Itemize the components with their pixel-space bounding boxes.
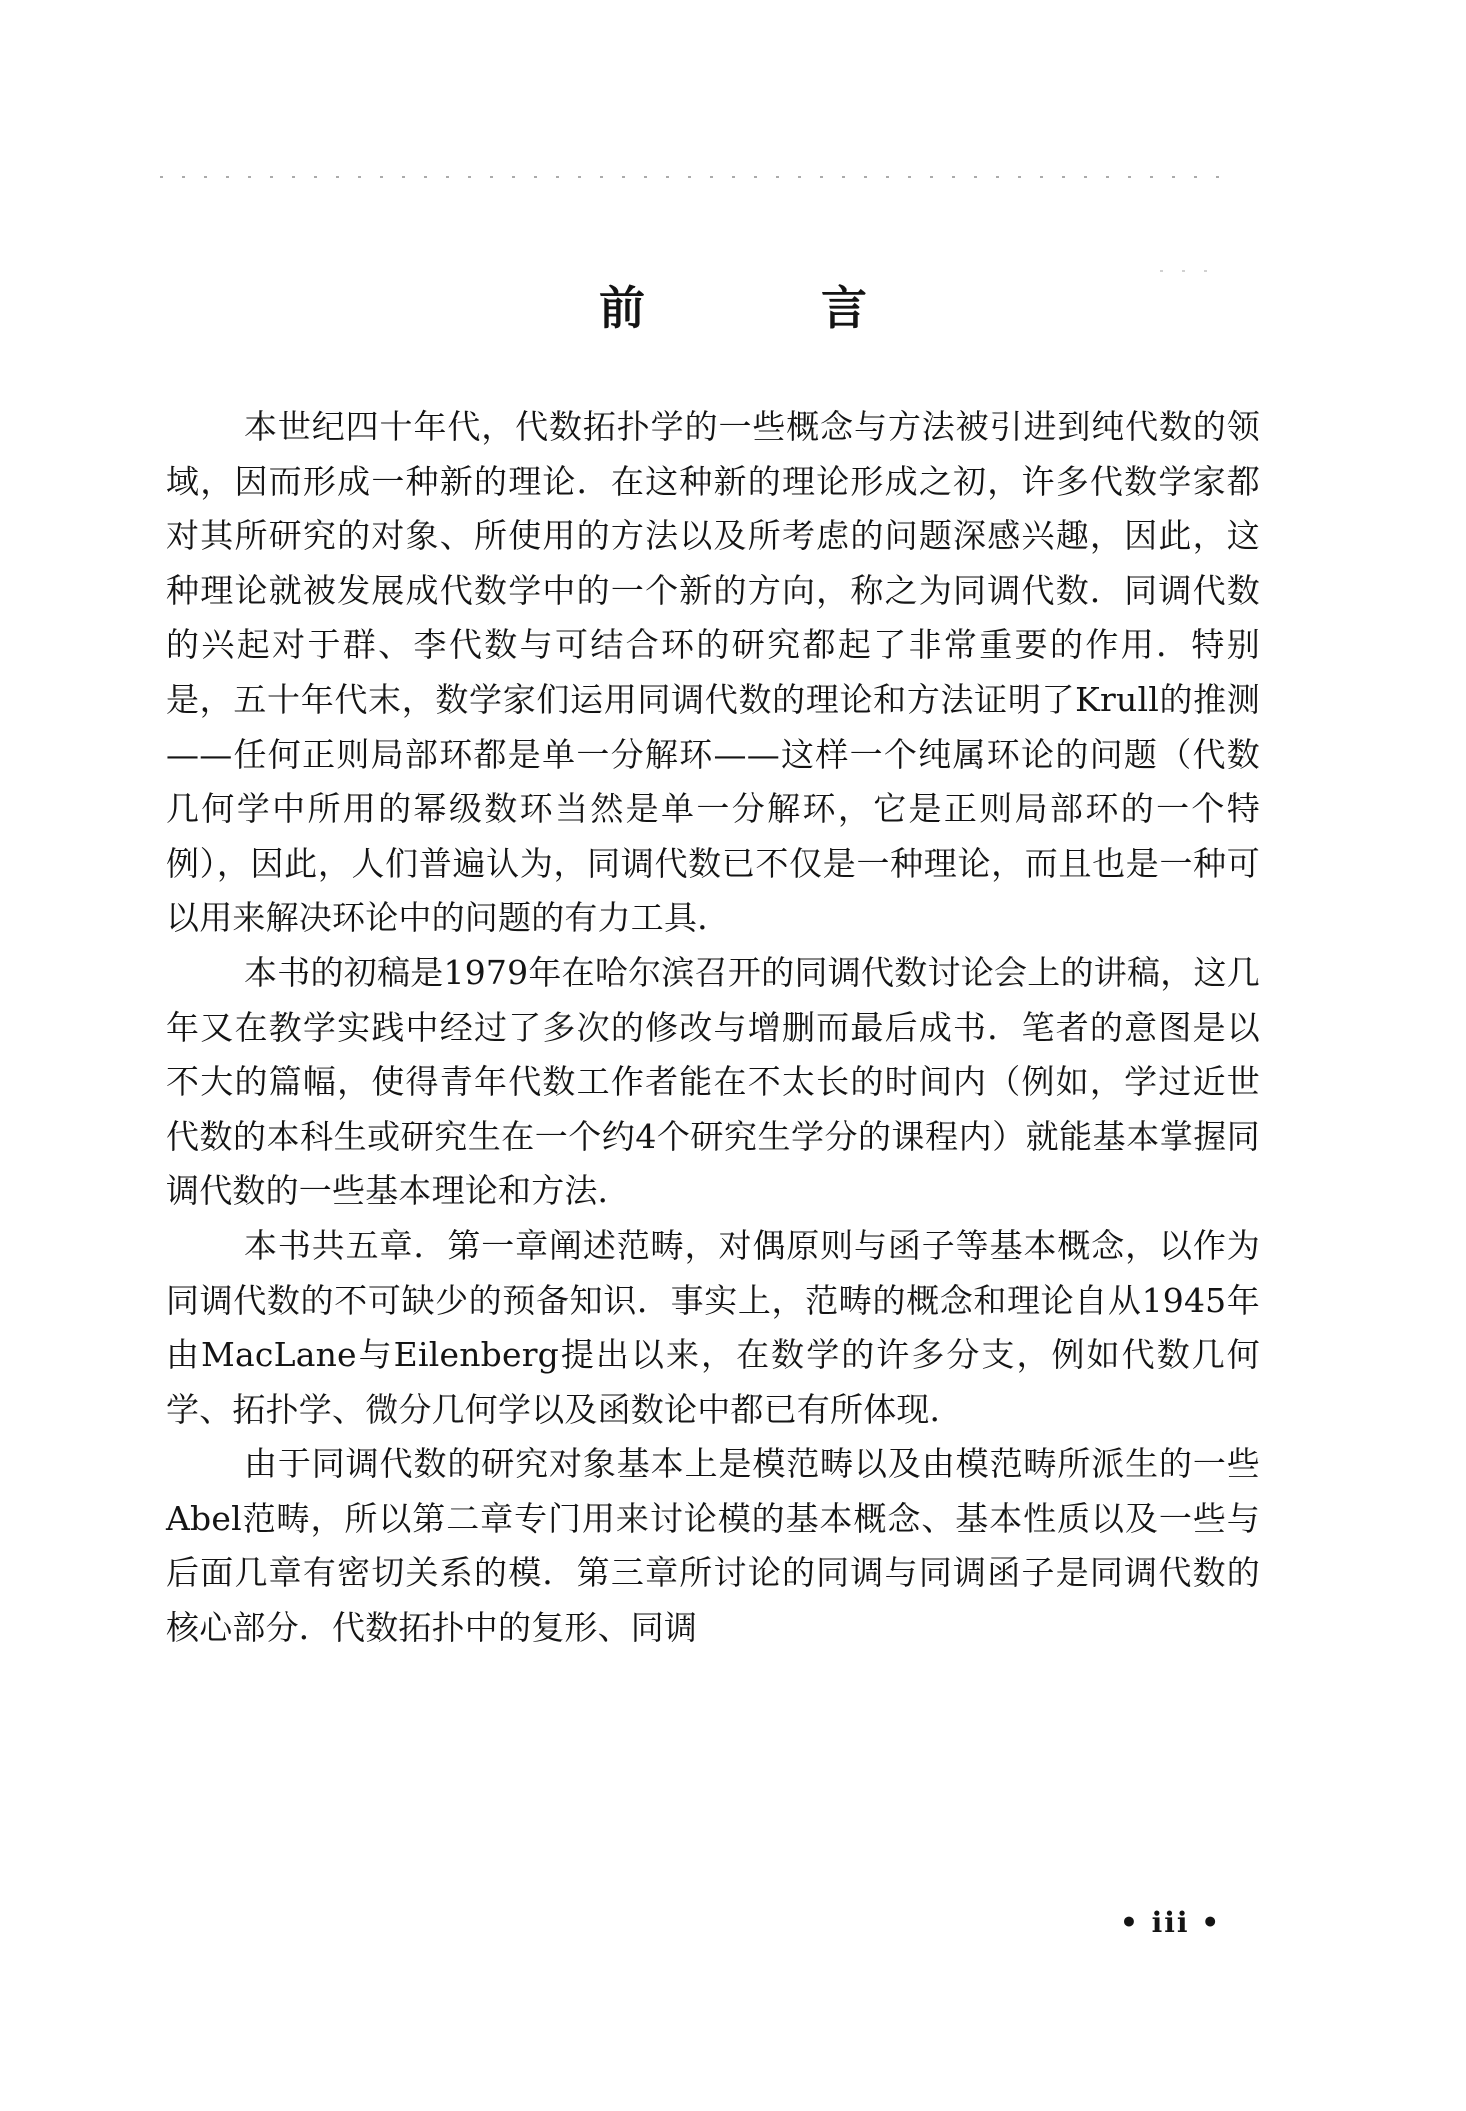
side-speckle-mark [1160, 270, 1220, 272]
page-title: 前 言 [598, 281, 947, 335]
paragraph-2: 本书的初稿是1979年在哈尔滨召开的同调代数讨论会上的讲稿，这几年又在教学实践中经过了多次的修改与增删而最后成书．笔者的意图是以不大的篇幅，使得青年代数工作者能在不太长的时间内（例如，学过近世代数的本科生或研究生在一个约4个研究生学分的课程内）就能基本掌握同调代数的一些基本理论和方法． [166, 952, 1260, 1211]
page-number: • iii • [1120, 1906, 1222, 1939]
top-speckle-line [160, 176, 1220, 178]
paragraph-1: 本世纪四十年代，代数拓扑学的一些概念与方法被引进到纯代数的领域，因而形成一种新的理论．在这种新的理论形成之初，许多代数学家都对其所研究的对象、所使用的方法以及所考虑的问题深感兴趣，因此，这种理论就被发展成代数学中的一个新的方向，称之为同调代数．同调代数的兴起对于群、李代数与可结合环的研究都起了非常重要的作用．特别是，五十年代末，数学家们运用同调代数的理论和方法证明了Krull的推测——任何正则局部环都是单一分解环——这样一个纯属环论的问题（代数几何学中所用的幂级数环当然是单一分解环，它是正则局部环的一个特例），因此，人们普遍认为，同调代数已不仅是一种理论，而且也是一种可以用来解决环论中的问题的有力工具． [166, 407, 1260, 938]
paragraph-4: 由于同调代数的研究对象基本上是模范畴以及由模范畴所派生的一些Abel范畴，所以第二章专门用来讨论模的基本概念、基本性质以及一些与后面几章有密切关系的模．第三章所讨论的同调与同调函子是同调代数的核心部分．代数拓扑中的复形、同调 [166, 1444, 1260, 1648]
paragraph-3: 本书共五章．第一章阐述范畴，对偶原则与函子等基本概念，以作为同调代数的不可缺少的预备知识．事实上，范畴的概念和理论自从1945年由MacLane与Eilenberg提出以来，在数学的许多分支，例如代数几何学、拓扑学、微分几何学以及函数论中都已有所体现． [166, 1225, 1260, 1429]
body-text [166, 400, 1260, 1656]
